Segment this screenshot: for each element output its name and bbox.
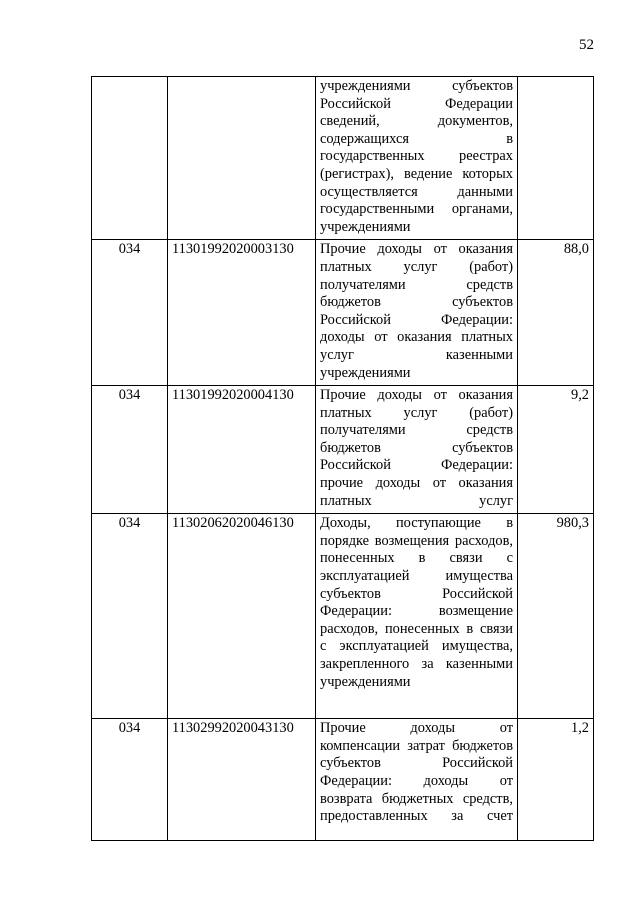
table-row — [92, 386, 594, 514]
budget-code-cell: 11301992020004130 — [168, 386, 316, 514]
table-row — [92, 240, 594, 386]
description-cell — [316, 386, 518, 514]
description-text: Прочие доходы от оказания платных услуг (работ) получателями средств бюджетов субъектов Российской Федерации: прочие доходы от оказания платных услуг — [320, 387, 513, 509]
budget-code-cell — [168, 77, 316, 240]
agency-code-cell: 034 — [92, 240, 168, 386]
agency-code-cell: 034 — [92, 514, 168, 719]
description-cell — [316, 514, 518, 719]
budget-code-cell: 11302062020046130 — [168, 514, 316, 719]
agency-code-cell: 034 — [92, 386, 168, 514]
description-cell — [316, 719, 518, 841]
table-row — [92, 77, 594, 240]
table-row — [92, 514, 594, 719]
amount-cell: 9,2 — [518, 386, 594, 514]
description-text: Прочие доходы от оказания платных услуг (работ) получателями средств бюджетов субъектов Российской Федерации: доходы от оказания платных услуг казенными учреждениями — [320, 241, 513, 381]
budget-code-cell: 11301992020003130 — [168, 240, 316, 386]
amount-cell: 88,0 — [518, 240, 594, 386]
description-text: учреждениями субъектов Российской Федерации сведений, документов, содержащихся в государственных реестрах (регистрах), ведение которых осуществляется данными государственными органами, учреждениями — [320, 78, 513, 235]
description-cell — [316, 240, 518, 386]
agency-code-cell: 034 — [92, 719, 168, 841]
page-number: 52 — [579, 37, 594, 53]
table-row — [92, 719, 594, 841]
revenue-table — [91, 76, 594, 841]
amount-cell — [518, 77, 594, 240]
amount-cell: 1,2 — [518, 719, 594, 841]
description-text: Доходы, поступающие в порядке возмещения расходов, понесенных в связи с эксплуатацией имущества субъектов Российской Федерации: возмещение расходов, понесенных в связи с эксплуатацией имущества, закрепленного за казенными учреждениями — [320, 515, 513, 690]
budget-code-cell: 11302992020043130 — [168, 719, 316, 841]
description-cell — [316, 77, 518, 240]
agency-code-cell — [92, 77, 168, 240]
amount-cell: 980,3 — [518, 514, 594, 719]
description-text: Прочие доходы от компенсации затрат бюджетов субъектов Российской Федерации: доходы от возврата бюджетных средств, предоставленных за счет — [320, 720, 513, 825]
